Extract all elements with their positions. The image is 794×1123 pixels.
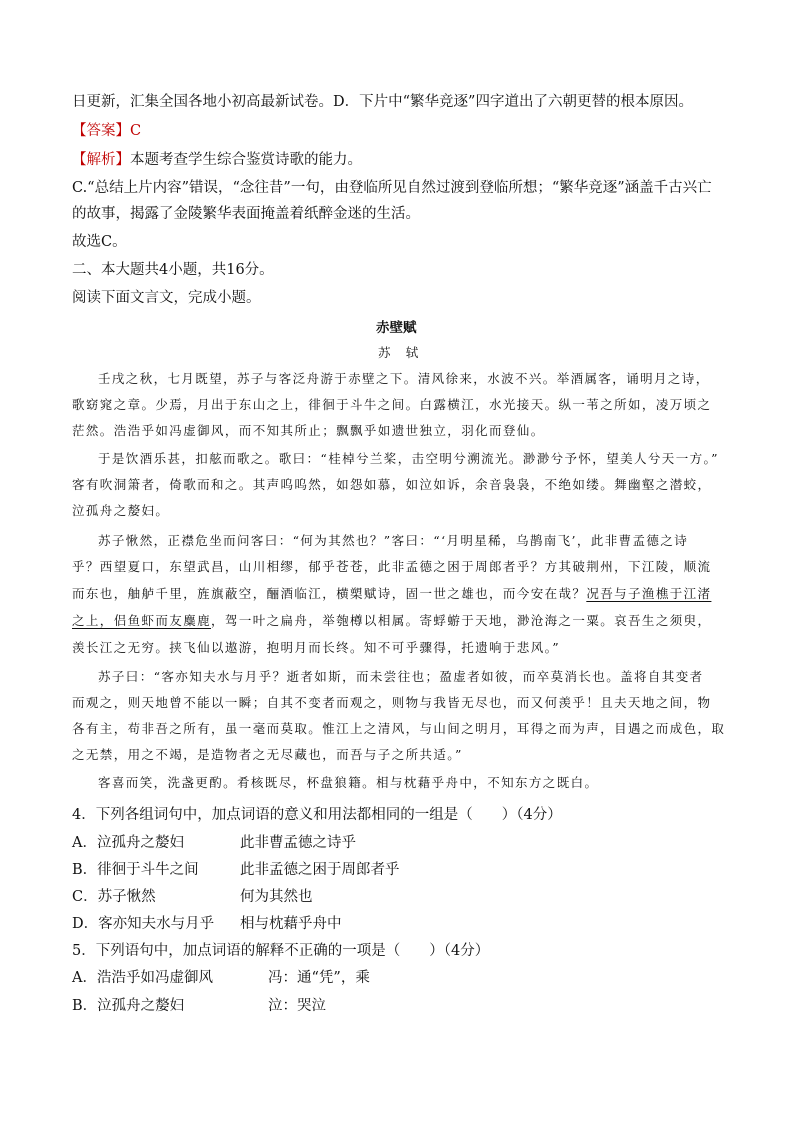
- question-4-stem: 4．下列各组词句中，加点词语的意义和用法都相同的一组是（ ）（4分）: [72, 807, 562, 823]
- essay-line: [72, 611, 711, 631]
- option-right: 何为其然也: [240, 889, 313, 905]
- underlined-sentence: 况吾与子渔樵于江渚: [586, 586, 712, 601]
- option-right: 此非孟德之困于周郎者乎: [240, 862, 400, 878]
- option-letter: D．: [72, 916, 99, 932]
- q4-option-a: [72, 833, 184, 853]
- section-heading: 二、本大题共4小题，共16分。: [72, 262, 274, 278]
- q5-option-b: [72, 996, 184, 1016]
- essay-line: 于是饮酒乐甚，扣舷而歌之。歌曰：“桂棹兮兰桨，击空明兮溯流光。渺渺兮予怀，望美人兮天一方。”: [98, 451, 719, 466]
- analysis-label: 【解析】: [72, 152, 130, 168]
- answer-line: [72, 121, 141, 141]
- essay-line: 而观之，则天地曾不能以一瞬；自其不变者而观之，则物与我皆无尽也，而又何羡乎！且夫天地之间，物: [72, 695, 712, 710]
- essay-line: 茫然。浩浩乎如冯虚御风，而不知其所止；飘飘乎如遗世独立，羽化而登仙。: [72, 423, 545, 438]
- essay-line: 苏子曰：“客亦知夫水与月乎？逝者如斯，而未尝往也；盈虚者如彼，而卒莫消长也。盖将自其变者: [98, 669, 704, 684]
- conclusion-line: 故选C。: [72, 234, 127, 250]
- option-letter: B．: [72, 862, 98, 878]
- essay-text: 而东也，舳舻千里，旌旗蔽空，酾酒临江，横槊赋诗，固一世之雄也，而今安在哉？: [72, 586, 587, 601]
- option-left: 客亦知夫水与月乎: [98, 916, 215, 932]
- essay-line: 之无禁，用之不竭，是造物者之无尽藏也，而吾与子之所共适。”: [72, 747, 463, 762]
- option-letter: A．: [72, 970, 97, 986]
- option-left: 苏子愀然: [97, 889, 156, 905]
- option-letter: C．: [72, 889, 98, 905]
- essay-line: 壬戌之秋，七月既望，苏子与客泛舟游于赤壁之下。清风徐来，水波不兴。举酒属客，诵明月之诗，: [98, 371, 710, 386]
- analysis-detail-line: 的故事，揭露了金陵繁华表面掩盖着纸醉金迷的生活。: [72, 206, 420, 222]
- text-line: 日更新，汇集全国各地小初高最新试卷。D．下片中“繁华竞逐”四字道出了六朝更替的根本原因。: [72, 94, 693, 110]
- option-right: 冯：通“凭”，乘: [268, 970, 370, 986]
- analysis-detail-line: C.“总结上片内容”错误，“念往昔”一句，由登临所见自然过渡到登临所想；“繁华竞逐”涵盖千古兴亡: [72, 180, 712, 196]
- option-right: 此非曹孟德之诗乎: [240, 835, 356, 851]
- essay-line: 歌窈窕之章。少焉，月出于东山之上，徘徊于斗牛之间。白露横江，水光接天。纵一苇之所如，凌万顷之: [72, 397, 712, 412]
- essay-line: 泣孤舟之嫠妇。: [72, 503, 170, 518]
- option-left: 徘徊于斗牛之间: [97, 862, 199, 878]
- question-5-stem: 5．下列语句中，加点词语的解释不正确的一项是（ ）（4分）: [72, 943, 490, 959]
- option-right: 相与枕藉乎舟中: [240, 916, 342, 932]
- essay-line: 客喜而笑，洗盏更酌。肴核既尽，杯盘狼籍。相与枕藉乎舟中，不知东方之既白。: [98, 775, 599, 790]
- essay-line: 各有主，苟非吾之所有，虽一毫而莫取。惟江上之清风，与山间之明月，耳得之而为声，目遇之而成色，取: [72, 721, 726, 736]
- essay-title: 赤壁赋: [376, 320, 417, 336]
- q4-option-d: [72, 914, 214, 934]
- option-letter: B．: [72, 998, 98, 1014]
- analysis-line: [72, 150, 362, 170]
- q4-option-b: [72, 860, 199, 880]
- option-right: 泣：哭泣: [268, 998, 326, 1014]
- option-left: 浩浩乎如冯虚御风: [96, 970, 213, 986]
- q5-option-a: [72, 968, 213, 988]
- q4-option-c: [72, 887, 156, 907]
- option-letter: A．: [72, 835, 97, 851]
- essay-text: ，驾一叶之扁舟，举匏樽以相属。寄蜉蝣于天地，渺沧海之一粟。哀吾生之须臾，: [211, 613, 712, 628]
- instruction-line: 阅读下面文言文，完成小题。: [72, 290, 261, 306]
- analysis-text: 本题考查学生综合鉴赏诗歌的能力。: [130, 152, 362, 168]
- underlined-sentence: 之上，侣鱼虾而友麋鹿: [72, 613, 212, 628]
- answer-value: C: [130, 123, 142, 139]
- essay-line: 羡长江之无穷。挟飞仙以遨游，抱明月而长终。知不可乎骤得，托遗响于悲风。”: [72, 640, 561, 655]
- essay-line: [72, 584, 711, 604]
- option-left: 泣孤舟之嫠妇: [96, 835, 184, 851]
- option-left: 泣孤舟之嫠妇: [97, 998, 185, 1014]
- answer-label: 【答案】: [72, 123, 130, 139]
- essay-line: 乎？西望夏口，东望武昌，山川相缪，郁乎苍苍，此非孟德之困于周郎者乎？方其破荆州，下江陵，顺流: [72, 559, 712, 574]
- essay-author: 苏 轼: [378, 345, 420, 360]
- essay-line: 苏子愀然，正襟危坐而问客曰：“何为其然也？”客曰：“‘月明星稀，乌鹊南飞’，此非曹孟德之诗: [98, 533, 689, 548]
- essay-line: 客有吹洞箫者，倚歌而和之。其声呜呜然，如怨如慕，如泣如诉，余音袅袅，不绝如缕。舞幽壑之潜蛟，: [72, 477, 712, 492]
